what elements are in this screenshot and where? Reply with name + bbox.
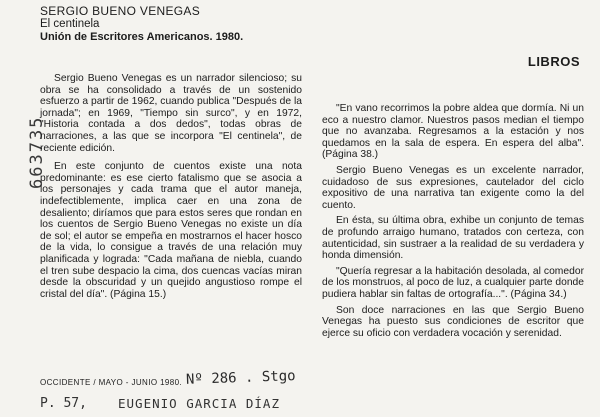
handwritten-page-note: P. 57, [40, 396, 87, 411]
paragraph: En este conjunto de cuentos existe una nota predominante: es ese cierto fatalismo que se asocia a los personajes y cada trama que el autor maneja, indefectiblemente, implica caer en una zona de desaliento; diríamos que para estos seres que rondan en los cuentos de Sergio Bueno Venegas no existe un día de sol; el autor se empeña en mostrarnos el hacer hosco de la vida, lo consigue a través de una relación muy planificada y lograda: "Cada mañana de niebla, cuando el tren sube despacio la cima, dos cuencas vacías miran desde la obscuridad y un quejido angustioso rompe el cristal del día". (Página 15.) [40, 161, 302, 300]
paragraph: Son doce narraciones en las que Sergio Bueno Venegas ha puesto sus condiciones de escritor que ejerce su oficio con verdadera vocación y serenidad. [322, 304, 584, 339]
book-author: SERGIO BUENO VENEGAS [40, 4, 201, 18]
article-header [40, 5, 320, 44]
paragraph: "En vano recorrimos la pobre aldea que dormía. Ni un eco a nuestro clamor. Nuestros pasos median el tiempo que no avanzaba. Regresamos a la estación y nos quedamos en la sala de espera. En espera del alba". (Página 38.) [322, 103, 584, 161]
paragraph: Sergio Bueno Venegas es un narrador silencioso; su obra se ha consolidado a través de un sostenido esfuerzo a partir de 1962, cuando publica "Después de la jornada"; en 1969, "Tiempo sin surco", y en 1972, "Historia contada a dos dedos", todas obras de narraciones, a las que se incorpora "El centinela", de reciente edición. [40, 73, 302, 154]
source-line: OCCIDENTE / MAYO - JUNIO 1980. [40, 378, 183, 387]
issue-stamp: Nº 286 . Stgo [185, 368, 296, 388]
handwritten-reviewer-name: EUGENIO GARCIA DÍAZ [118, 396, 280, 411]
paragraph: Sergio Bueno Venegas es un excelente narrador, cuidadoso de sus expresiones, cautelador del ciclo expositivo de una narrativa tan exigente como la del cuento. [322, 164, 584, 211]
section-label: LIBROS [527, 54, 580, 69]
handwritten-margin-note: 663735 [27, 115, 47, 189]
left-column [40, 73, 302, 300]
paragraph: En ésta, su última obra, exhibe un conjunto de temas de profundo arraigo humano, tratados con certeza, con autenticidad, sin sustraer a la realidad de su verdadera y honda dimensión. [322, 215, 584, 262]
paragraph: "Quería regresar a la habitación desolada, al comedor de los monstruos, al poco de luz, a cualquier parte donde pudiera hablar sin faltas de ortografía...". (Página 34.) [322, 265, 584, 300]
right-column [322, 103, 584, 339]
book-publisher: Unión de Escritores Americanos. 1980. [40, 31, 244, 43]
book-title: El centinela [40, 18, 100, 30]
